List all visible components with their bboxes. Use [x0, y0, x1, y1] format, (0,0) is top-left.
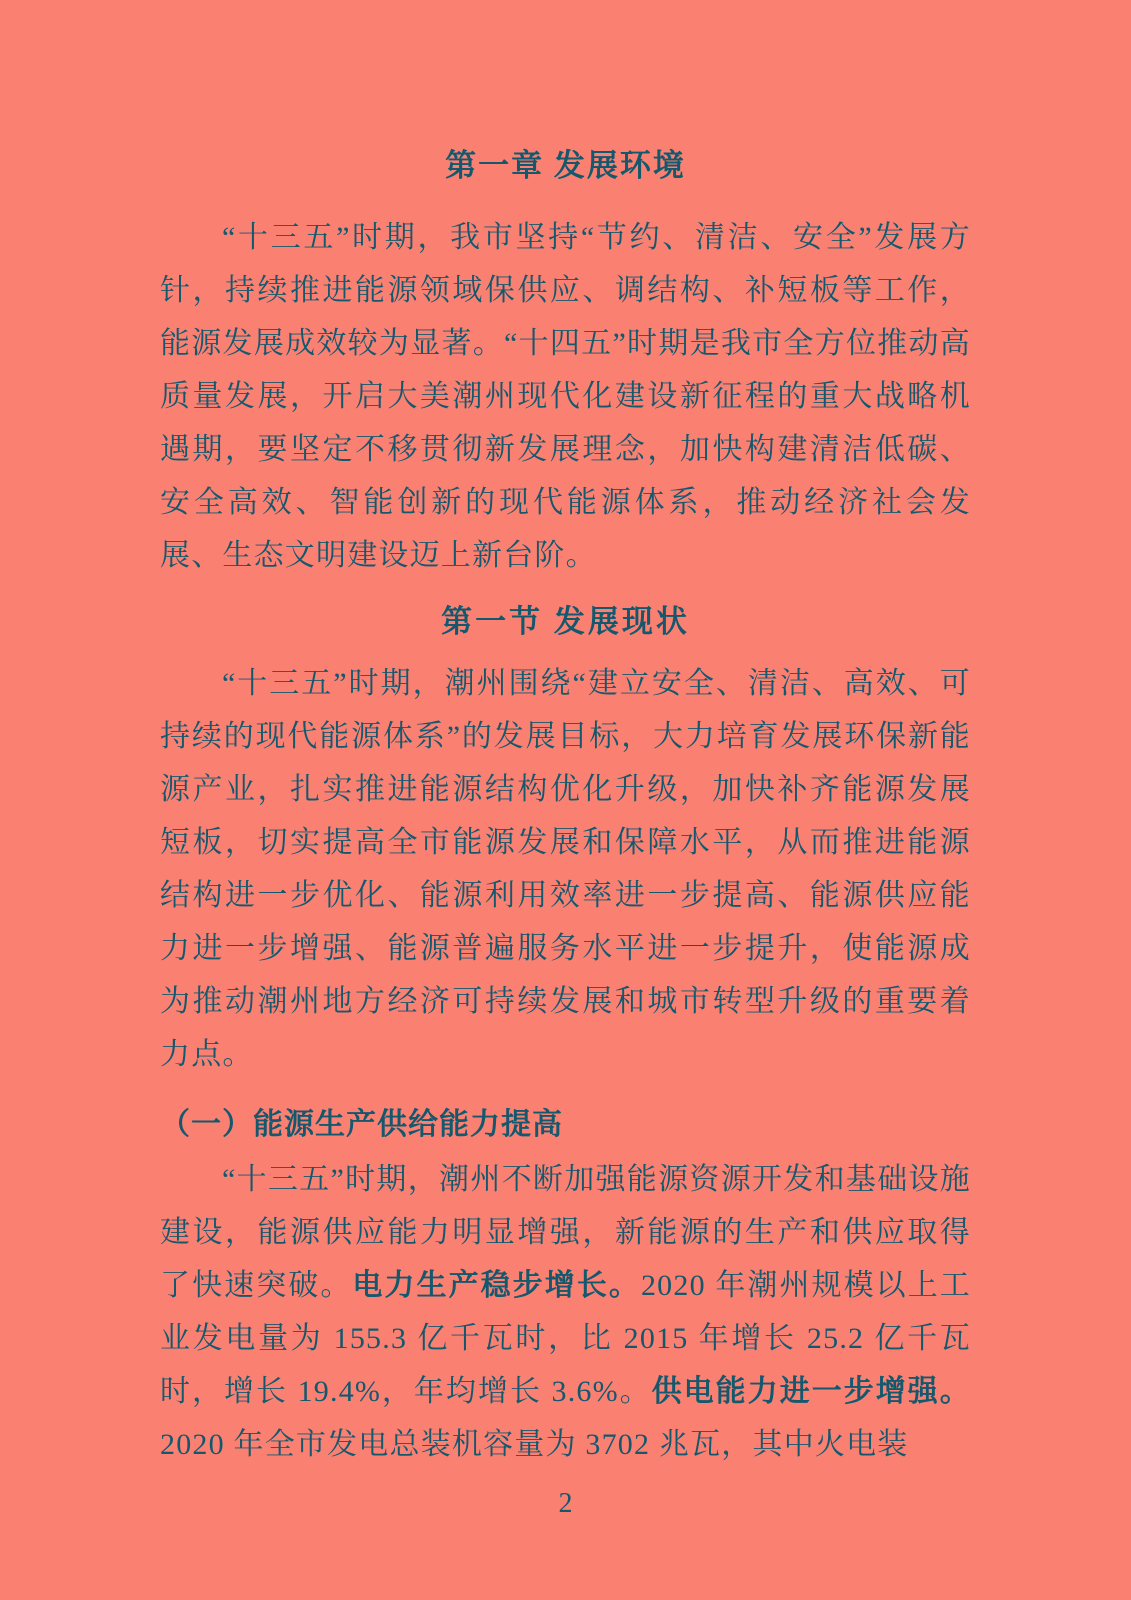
chapter-title: 第一章 发展环境 — [445, 148, 686, 183]
section-title: 第一节 发展现状 — [441, 604, 690, 639]
subsection-bold-2: 供电能力进一步增强。 — [651, 1375, 972, 1408]
subsection-title: （一）能源生产供给能力提高 — [160, 1108, 563, 1141]
subsection-paragraph — [160, 1153, 971, 1471]
subsection-text-part-2: 2020 年潮州规模以上工业发电量为 155.3 亿千瓦时，比 2015 年增长 25.2 亿千瓦时，增长 19.4%，年均增长 3.6%。 — [160, 1269, 971, 1408]
section-intro-paragraph: “十三五”时期，潮州围绕“建立安全、清洁、高效、可持续的现代能源体系”的发展目标，大力培育发展环保新能源产业，扎实推进能源结构优化升级，加快补齐能源发展短板，切实提高全市能源发展和保障水平，从而推进能源结构进一步优化、能源利用效率进一步提高、能源供应能力进一步增强、能源普遍服务水平进一步提升，使能源成为推动潮州地方经济可持续发展和城市转型升级的重要着力点。 — [160, 667, 971, 1071]
page-number: 2 — [558, 1488, 573, 1519]
subsection-bold-1: 电力生产稳步增长。 — [352, 1269, 641, 1302]
chapter-intro-paragraph: “十三五”时期，我市坚持“节约、清洁、安全”发展方针，持续推进能源领域保供应、调结构、补短板等工作，能源发展成效较为显著。“十四五”时期是我市全方位推动高质量发展，开启大美潮州现代化建设新征程的重大战略机遇期，要坚定不移贯彻新发展理念，加快构建清洁低碳、安全高效、智能创新的现代能源体系，推动经济社会发展、生态文明建设迈上新台阶。 — [160, 221, 971, 572]
subsection-text-part-3: 2020 年全市发电总装机容量为 3702 兆瓦，其中火电装 — [160, 1428, 909, 1461]
subsection-text-part-1: “十三五”时期，潮州不断加强能源资源开发和基础设施建设，能源供应能力明显增强，新能源的生产和供应取得了快速突破。 — [160, 1163, 971, 1302]
